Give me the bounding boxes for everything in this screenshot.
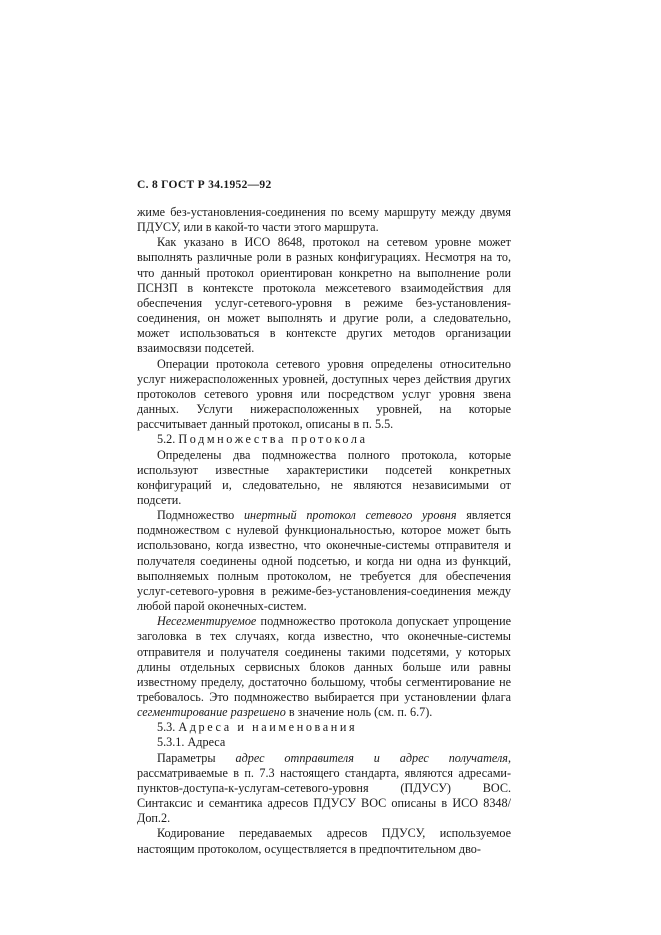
paragraph-text: Подмножество bbox=[157, 508, 244, 523]
paragraph bbox=[137, 751, 511, 827]
paragraph-text: подмножество протокола допускает упрощение заголовка в тех случаях, когда известно, что оконечные-системы отправителя и получателя соединены такими подсетями, у которых длины отдельных сервисных блоков данных больше или равны известному пределу, достаточно большому, чтобы сегментирование не требовалось. Это подмножество выбирается при установлении флага bbox=[137, 614, 511, 704]
section-number: 5.2. bbox=[157, 432, 176, 447]
italic-term: Несегментируемое bbox=[157, 614, 257, 629]
paragraph-text: в значение ноль (см. п. 6.7). bbox=[285, 705, 433, 720]
paragraph: Как указано в ИСО 8648, протокол на сетевом уровне может выполнять различные роли в разных конфигурациях. Несмотря на то, что данный протокол ориентирован конкретно на выполнение роли ПСНЗП в контексте протокола межсетевого взаимодействия для обеспечения услуг-сетевого-уровня в режиме без-установления-соединения, он может выполнять и другие роли, а следовательно, может использоваться в контексте других методов организации взаимосвязи подсетей. bbox=[137, 235, 511, 356]
page-header: С. 8 ГОСТ Р 34.1952—92 bbox=[137, 179, 272, 191]
italic-term: адрес отправителя и адрес получателя bbox=[235, 750, 508, 765]
italic-term: инертный протокол сетевого уровня bbox=[243, 508, 457, 523]
body-text bbox=[137, 205, 511, 857]
italic-term: сегментирование разрешено bbox=[137, 705, 286, 720]
section-title: Подмножества протокола bbox=[178, 432, 368, 447]
section-heading-5-3 bbox=[137, 720, 511, 735]
section-heading-5-2 bbox=[137, 432, 511, 447]
paragraph: Операции протокола сетевого уровня определены относительно услуг нижерасположенных уровней, доступных через действия других протоколов сетевого уровня или посредством услуг уровня звена данных. Услуги нижерасположенных уровней, на которые рассчитывает данный протокол, описаны в п. 5.5. bbox=[137, 356, 511, 432]
paragraph-text: является подмножеством с нулевой функциональностью, которое может быть использовано, когда известно, что оконечные-системы отправителя и получателя соединены одной подсетью, и когда ни одна из функций, выполняемых полным протоколом, не требуется для обеспечения услуг-сетевого-уровня в режиме-без-установления-соединения между любой парой оконечных-систем. bbox=[137, 508, 511, 614]
section-title: Адреса и наименования bbox=[178, 720, 358, 735]
paragraph bbox=[137, 614, 511, 720]
paragraph-text: Параметры bbox=[157, 750, 236, 765]
paragraph: Кодирование передаваемых адресов ПДУСУ, используемое настоящим протоколом, осуществляется в предпочтительном дво- bbox=[137, 826, 511, 856]
paragraph: Определены два подмножества полного протокола, которые используют известные характеристики подсетей конкретных конфигураций и, следовательно, не являются независимыми от подсети. bbox=[137, 447, 511, 507]
paragraph-text: , рассматриваемые в п. 7.3 настоящего стандарта, являются адресами-пунктов-доступа-к-услугам-сетевого-уровня (ПДУСУ) ВОС. Синтаксис и семантика адресов ПДУСУ ВОС описаны в ИСО 8348/Доп.2. bbox=[137, 750, 512, 826]
paragraph bbox=[137, 508, 511, 614]
section-number: 5.3. bbox=[157, 720, 176, 735]
subsection-heading-5-3-1: 5.3.1. Адреса bbox=[157, 735, 226, 750]
paragraph: жиме без-установления-соединения по всему маршруту между двумя ПДУСУ, или в какой-то части этого маршрута. bbox=[137, 205, 511, 235]
